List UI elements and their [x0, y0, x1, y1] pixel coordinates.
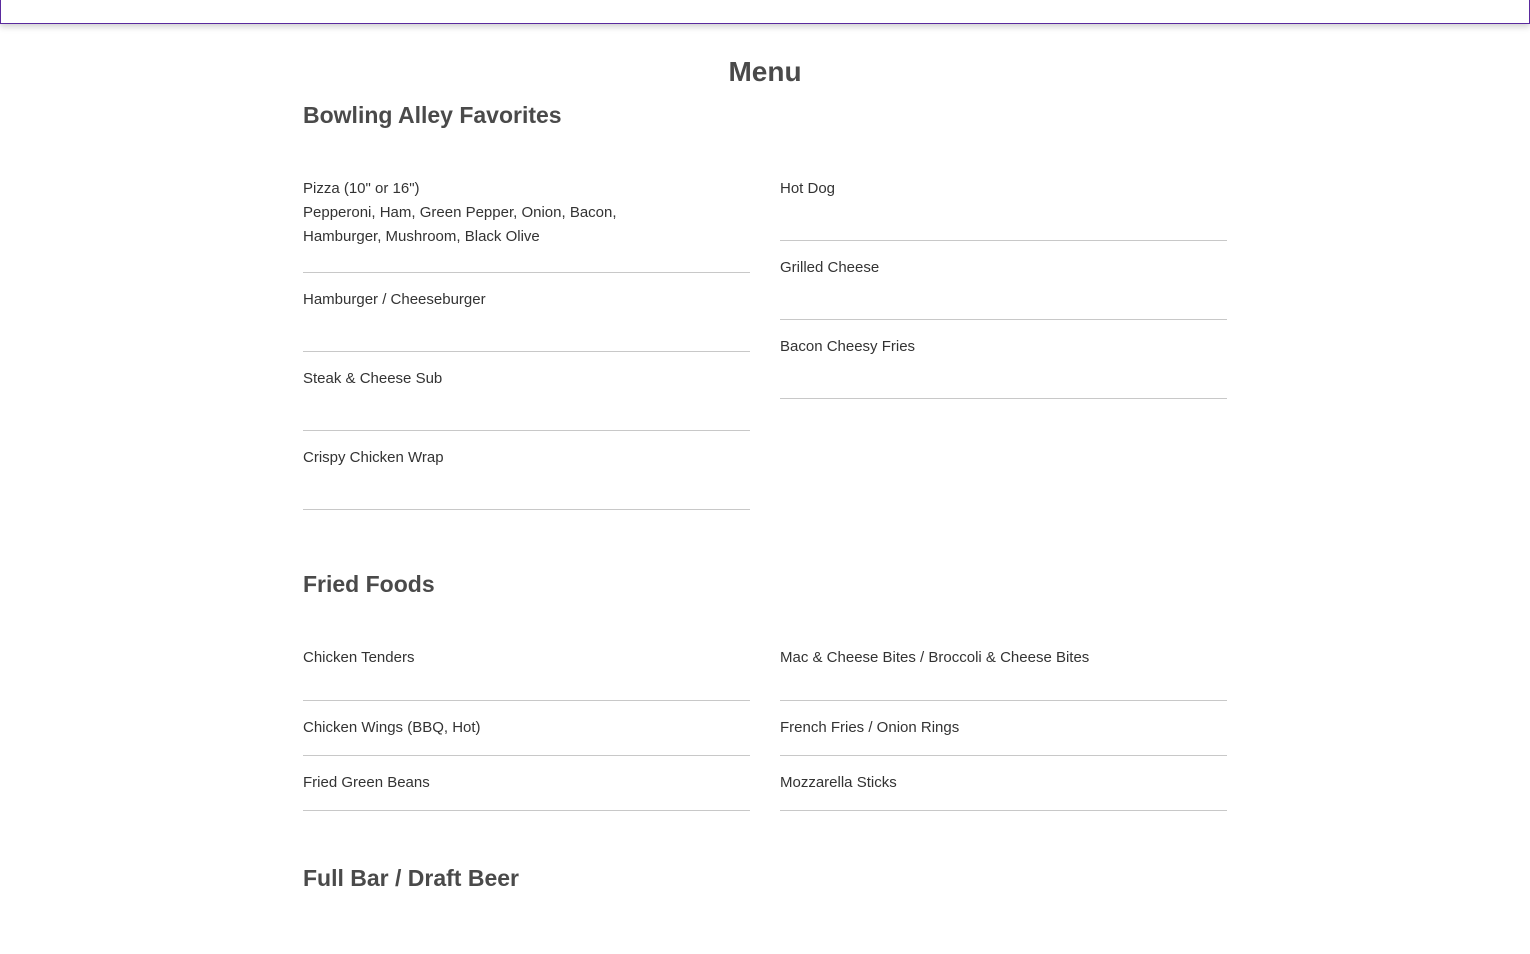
top-navigation-bar [0, 0, 1530, 24]
menu-item-name: Mac & Cheese Bites / Broccoli & Cheese Bites [780, 649, 1090, 666]
menu-item-name: Pizza (10" or 16") [303, 180, 420, 197]
menu-item-description: Pepperoni, Ham, Green Pepper, Onion, Bacon, Hamburger, Mushroom, Black Olive [303, 204, 617, 245]
menu-item-hot-dog [780, 177, 1227, 241]
menu-item-name: Fried Green Beans [303, 774, 430, 791]
menu-item-chicken-wings [303, 701, 750, 756]
menu-item-name: Hamburger / Cheeseburger [303, 291, 486, 308]
menu-item-name: Steak & Cheese Sub [303, 370, 443, 387]
menu-item-fried-green-beans [303, 756, 750, 811]
menu-item-name: Chicken Tenders [303, 649, 415, 666]
menu-item-name: Hot Dog [780, 180, 836, 197]
menu-column-left [303, 177, 750, 510]
fried-foods-column-left [303, 646, 750, 811]
menu-item-name: Crispy Chicken Wrap [303, 449, 444, 466]
menu-item-steak-cheese-sub [303, 352, 750, 431]
menu-item-bacon-cheesy-fries [780, 320, 1227, 399]
menu-item-name: French Fries / Onion Rings [780, 719, 960, 736]
menu-item-name: Mozzarella Sticks [780, 774, 897, 791]
fried-foods-column-right [780, 646, 1227, 811]
menu-item-name: Grilled Cheese [780, 259, 880, 276]
section-title-full-bar-draft-beer: Full Bar / Draft Beer [303, 865, 519, 891]
section-title-fried-foods: Fried Foods [303, 571, 435, 597]
menu-item-name: Bacon Cheesy Fries [780, 338, 916, 355]
menu-item-hamburger-cheeseburger [303, 273, 750, 352]
menu-item-mac-cheese-bites [780, 646, 1227, 701]
menu-item-chicken-tenders [303, 646, 750, 701]
menu-item-pizza [303, 177, 750, 273]
menu-item-mozzarella-sticks [780, 756, 1227, 811]
menu-item-grilled-cheese [780, 241, 1227, 320]
menu-item-name: Chicken Wings (BBQ, Hot) [303, 719, 481, 736]
section-title-bowling-alley-favorites: Bowling Alley Favorites [303, 102, 562, 128]
menu-item-french-fries-onion-rings [780, 701, 1227, 756]
menu-column-right [780, 177, 1227, 399]
menu-item-crispy-chicken-wrap [303, 431, 750, 510]
page-title: Menu [728, 56, 802, 87]
